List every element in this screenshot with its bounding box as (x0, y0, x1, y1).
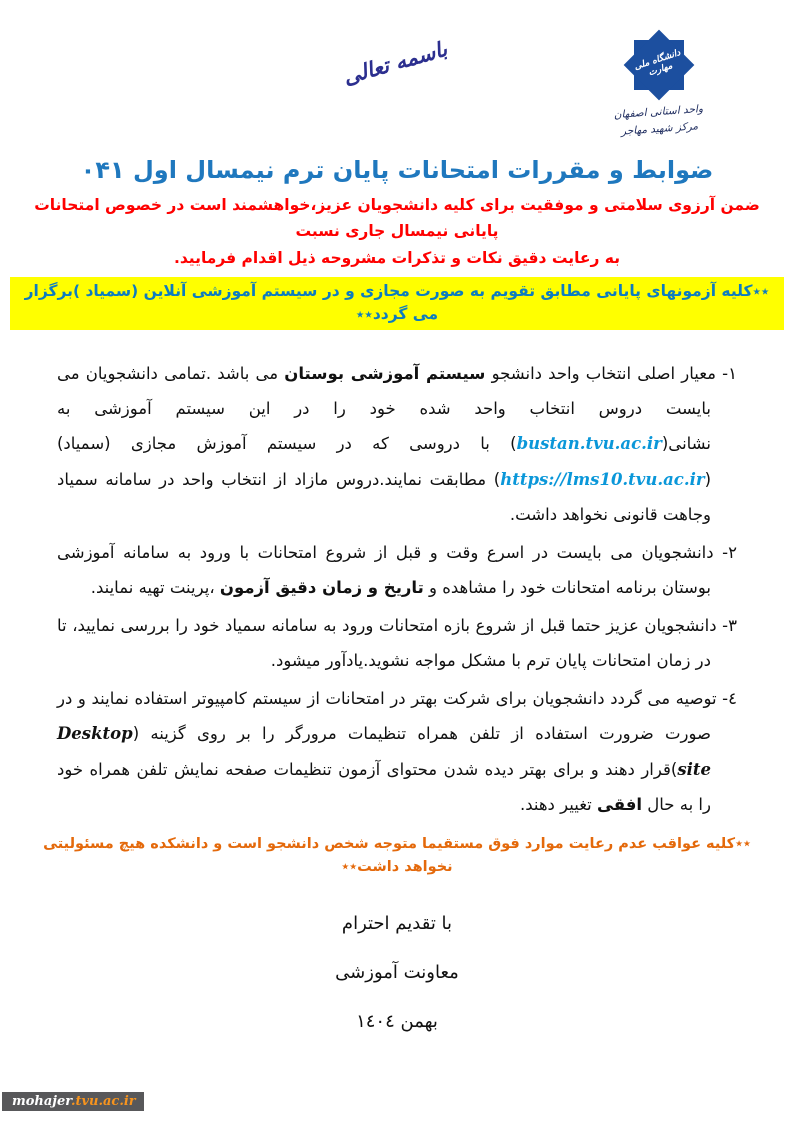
body-text: معیار اصلی انتخاب واحد دانشجو (485, 363, 717, 383)
body-text: ،پرینت تهیه نمایند. (90, 578, 220, 598)
body-text: می باشد .تمامی دانشجویان می بایست دروس انتخاب واحد شده خود را در این سیستم آموزشی به نشانی( (57, 363, 711, 454)
body-text: توصیه می گردد دانشجویان برای شرکت بهتر در امتحانات از سیستم کامپیوتر استفاده نمایند و در صورت ضرورت استفاده از تلفن همراه تنظیمات مرورگر را بر روی گزینه ( (57, 688, 717, 744)
university-emblem-icon (628, 34, 690, 96)
intro-line-1: ضمن آرزوی سلامتی و موفقیت برای کلیه دانشجویان عزیز،خواهشمند است در خصوص امتحانات پایانی نیمسال جاری نسبت (34, 196, 760, 241)
body-text: تغییر دهند. (519, 795, 598, 815)
list-item-marker: ۳- (716, 615, 737, 635)
body-text: دانشجویان می بایست در اسرع وقت و قبل از شروع امتحانات با ورود به سامانه آموزشی بوستان برنامه امتحانات خود را مشاهده و (57, 542, 714, 598)
emblem-calligraphy-text: دانشگاه ملی مهارت (633, 47, 682, 79)
closing-date-line: بهمن ١٤٠٤ (356, 1011, 438, 1032)
footer-site-suffix: .tvu.ac.ir (70, 1094, 136, 1109)
university-logo-block (584, 34, 734, 138)
emphasized-text: سیستم آموزشی بوستان (284, 363, 486, 383)
intro-text (30, 192, 764, 271)
list-item-marker: ٤- (716, 688, 737, 708)
closing-office-line: معاونت آموزشی (335, 962, 459, 983)
regulations-list (57, 356, 737, 823)
body-text: دانشجویان عزیز حتما قبل از شروع بازه امتحانات ورود به سامانه سمیاد خود را بررسی نمایید، تا در زمان امتحانات پایان ترم با مشکل مواجه نشوید.یادآور میشود. (57, 615, 717, 671)
closing-block (0, 913, 794, 1032)
latin-term: Desktop site (57, 724, 711, 779)
url-link[interactable]: bustan.tvu.ac.ir (516, 434, 662, 454)
list-item (57, 681, 737, 823)
highlight-notice-wrap (10, 277, 784, 330)
logo-caption-province: واحد استانی اصفهان (613, 102, 704, 122)
logo-caption (583, 99, 735, 143)
basmala-calligraphy: باسمه تعالی (340, 35, 450, 90)
closing-respect-line: با تقدیم احترام (341, 913, 453, 934)
list-item (57, 608, 737, 679)
page-title: ضوابط و مقررات امتحانات پایان ترم نیمسال اول ۰۴۱ (80, 156, 714, 184)
footer-site-prefix: mohajer (12, 1094, 71, 1109)
body-text: ) مطابقت نمایند.دروس مازاد از انتخاب واحد در سامانه سمیاد وجاهت قانونی نخواهد داشت. (57, 469, 711, 525)
body-text: )قرار دهند و برای بهتر دیده شدن محتوای آزمون تنظیمات صفحه نمایش تلفن همراه خود را به حال (57, 759, 711, 815)
liability-warning: ٭٭کلیه عواقب عدم رعایت موارد فوق مستقیما متوجه شخص دانشجو است و دانشکده هیچ مسئولیتی نخواهد داشت٭٭ (43, 835, 751, 875)
list-item-marker: ۱- (716, 363, 738, 383)
list-item (57, 356, 737, 533)
emphasized-text: افقی (597, 795, 643, 815)
emphasized-text: تاریخ و زمان دقیق آزمون (219, 578, 424, 598)
body-text: ) با دروسی که در سیستم آموزش مجازی (سمیاد)( (57, 434, 711, 489)
footer-site-bar (2, 1092, 144, 1111)
logo-caption-center: مرکز شهید مهاجر (620, 120, 699, 138)
list-item (57, 535, 737, 606)
document-header (0, 0, 794, 150)
highlight-notice: ٭٭کلیه آزمونهای پایانی مطابق تقویم به صورت مجازی و در سیستم آموزشی آنلاین (سمیاد )برگزار می گردد٭٭ (10, 277, 784, 330)
list-item-marker: ۲- (713, 542, 737, 562)
url-link[interactable]: https://lms10.tvu.ac.ir (500, 469, 705, 489)
intro-line-2: به رعایت دقیق نکات و تذکرات مشروحه ذیل اقدام فرمایید. (173, 248, 621, 267)
